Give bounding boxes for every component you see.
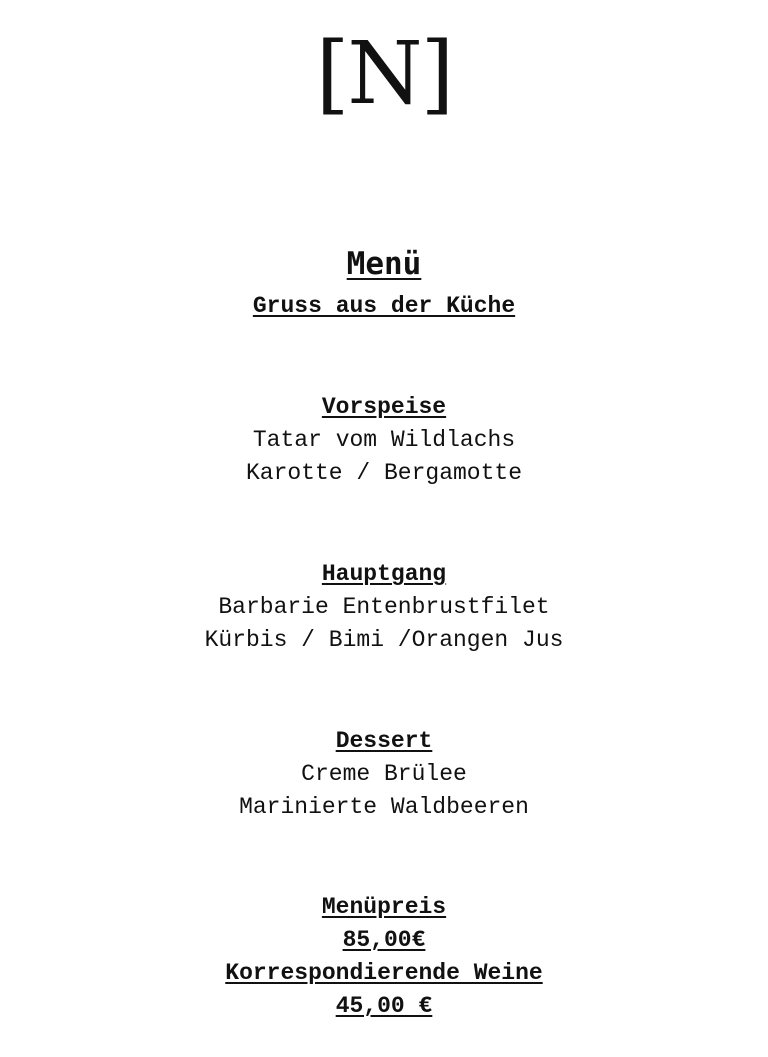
course-heading-dessert: Dessert bbox=[335, 728, 433, 754]
course-item: Marinierte Waldbeeren bbox=[239, 794, 529, 820]
wine-pairing-heading: Korrespondierende Weine bbox=[225, 960, 543, 986]
restaurant-logo: [N] bbox=[315, 24, 453, 124]
menu-price: 85,00€ bbox=[342, 927, 426, 953]
amuse-bouche-heading: Gruss aus der Küche bbox=[252, 293, 516, 319]
course-item: Barbarie Entenbrustfilet bbox=[218, 594, 550, 620]
menu-title: Menü bbox=[346, 246, 422, 282]
price-heading: Menüpreis bbox=[321, 894, 447, 920]
wine-pairing-price: 45,00 € bbox=[335, 993, 433, 1019]
course-item: Karotte / Bergamotte bbox=[245, 460, 523, 486]
course-item: Kürbis / Bimi /Orangen Jus bbox=[204, 627, 564, 653]
course-item: Creme Brülee bbox=[301, 761, 467, 787]
course-heading-main: Hauptgang bbox=[321, 561, 447, 587]
course-heading-starter: Vorspeise bbox=[321, 394, 447, 420]
course-item: Tatar vom Wildlachs bbox=[252, 427, 516, 453]
